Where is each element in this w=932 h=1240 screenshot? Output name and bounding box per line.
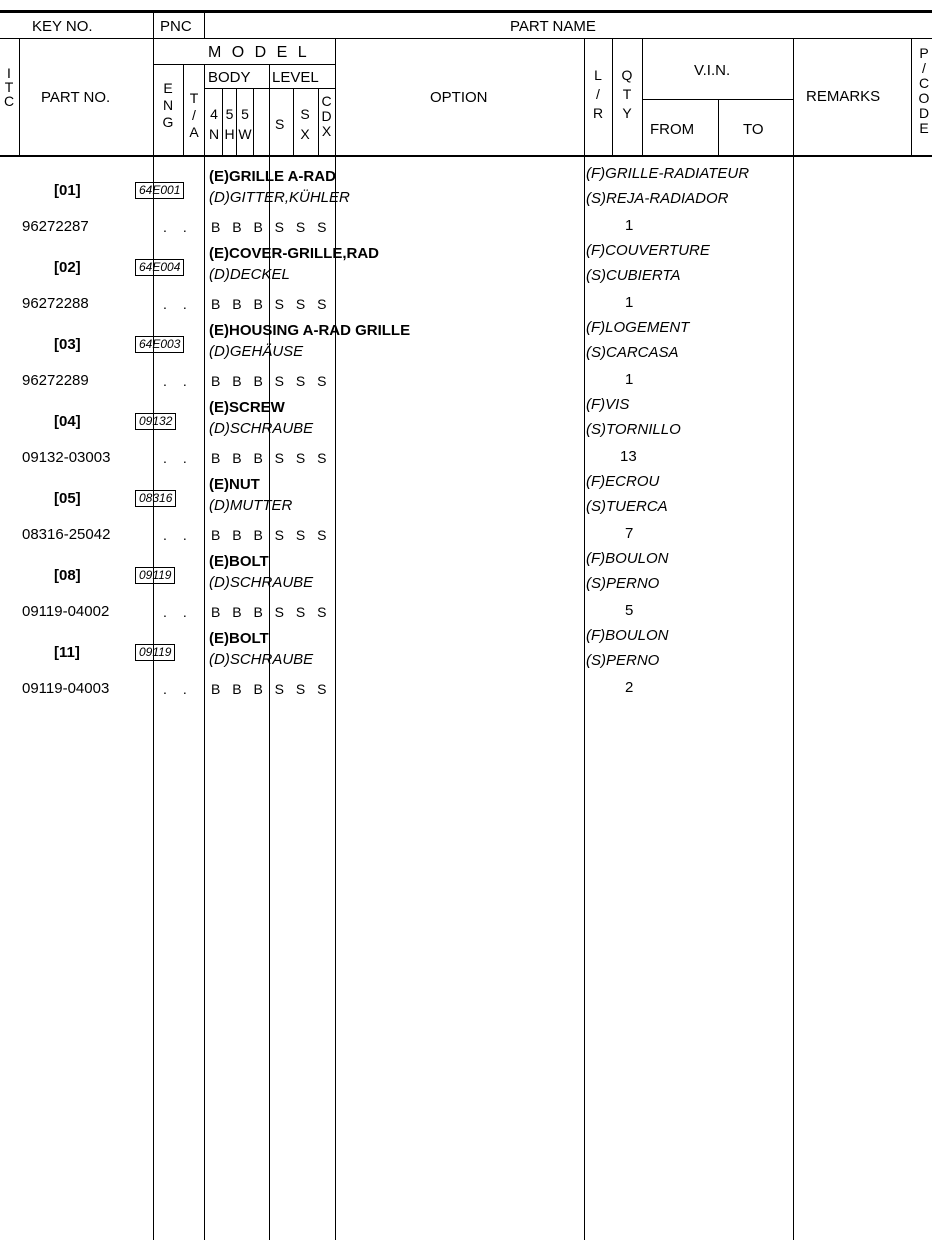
rule: [204, 64, 205, 1240]
part-number: 96272288: [22, 295, 89, 312]
header-qty: [619, 66, 635, 123]
header-char: W: [238, 126, 252, 142]
header-itc-char: C: [3, 93, 15, 109]
part-name-spanish: (S)CUBIERTA: [586, 267, 681, 284]
rule: [612, 38, 613, 156]
quantity: 5: [625, 602, 634, 619]
header-lr: [590, 66, 606, 123]
part-name-spanish: (S)CARCASA: [586, 344, 679, 361]
header-vin: V.I.N.: [694, 62, 731, 79]
key-number: [08]: [54, 567, 81, 584]
part-name-french: (F)ECROU: [586, 473, 660, 490]
part-name-german: (D)SCHRAUBE: [209, 574, 314, 591]
header-level-s: S: [275, 116, 285, 132]
part-name-spanish: (S)TUERCA: [586, 498, 668, 515]
rule: [153, 64, 336, 65]
header-key-no: KEY NO.: [32, 18, 93, 35]
quantity: 13: [620, 448, 637, 465]
model-codes: B B B S S S: [211, 373, 331, 389]
rule: [19, 38, 20, 156]
header-char: E: [919, 120, 929, 136]
header-char: H: [224, 126, 235, 142]
part-name-french: (F)LOGEMENT: [586, 319, 690, 336]
header-model: M O D E L: [208, 44, 310, 61]
header-char: N: [208, 126, 220, 142]
header-option: OPTION: [430, 89, 488, 106]
rule: [911, 38, 912, 156]
header-char: X: [300, 126, 310, 142]
header-char: S: [300, 106, 310, 122]
quantity: 2: [625, 679, 634, 696]
key-number: [02]: [54, 259, 81, 276]
header-itc-char: T: [4, 79, 14, 95]
rule: [253, 88, 254, 156]
pnc-code: 64E003: [135, 336, 184, 353]
header-itc-char: I: [7, 65, 11, 81]
part-name-german: (D)MUTTER: [209, 497, 293, 514]
part-number: 08316-25042: [22, 526, 111, 543]
part-name-english: (E)GRILLE A-RAD: [209, 168, 336, 185]
pnc-code: 09132: [135, 413, 176, 430]
header-eng-char: E: [163, 80, 173, 96]
pnc-code: 64E001: [135, 182, 184, 199]
header-char: Q: [621, 67, 633, 83]
header-vin-from: FROM: [650, 121, 695, 138]
part-name-german: (D)GITTER,KÜHLER: [209, 189, 350, 206]
header-level: LEVEL: [272, 69, 319, 86]
header-level-cdx: [319, 94, 334, 139]
pnc-code: 09119: [135, 567, 175, 584]
key-number: [11]: [54, 644, 80, 661]
part-number: 96272289: [22, 372, 89, 389]
header-char: D: [918, 105, 930, 121]
part-number: 96272287: [22, 218, 89, 235]
part-name-english: (E)SCREW: [209, 399, 285, 416]
header-eng-char: N: [162, 97, 174, 113]
eng-ta-dots: ..: [163, 450, 203, 466]
header-char: C: [321, 93, 332, 109]
header-vin-to: TO: [743, 121, 764, 138]
header-char: C: [918, 75, 930, 91]
model-codes: B B B S S S: [211, 450, 331, 466]
header-itc: [3, 66, 15, 108]
part-name-french: (F)BOULON: [586, 550, 669, 567]
eng-ta-dots: ..: [163, 219, 203, 235]
part-name-english: (E)HOUSING A-RAD GRILLE: [209, 322, 411, 339]
eng-ta-dots: ..: [163, 681, 203, 697]
header-char: L: [594, 67, 602, 83]
rule: [793, 38, 794, 1240]
part-name-english: (E)BOLT: [209, 630, 269, 647]
model-codes: B B B S S S: [211, 219, 331, 235]
header-level-sx: [296, 104, 314, 144]
header-char: R: [592, 105, 604, 121]
key-number: [03]: [54, 336, 81, 353]
rule: [293, 88, 294, 156]
part-name-french: (F)BOULON: [586, 627, 669, 644]
header-char: D: [321, 108, 332, 124]
rule: [584, 38, 585, 1240]
header-eng: [160, 80, 176, 131]
part-name-english: (E)BOLT: [209, 553, 269, 570]
part-name-german: (D)SCHRAUBE: [209, 420, 314, 437]
header-body-5h: [223, 104, 236, 144]
header-char: O: [918, 90, 930, 106]
header-char: 5: [225, 106, 234, 122]
part-name-english: (E)NUT: [209, 476, 260, 493]
header-char: /: [596, 86, 600, 102]
part-name-french: (F)VIS: [586, 396, 630, 413]
part-name-french: (F)GRILLE-RADIATEUR: [586, 165, 750, 182]
rule: [718, 99, 719, 156]
quantity: 7: [625, 525, 634, 542]
quantity: 1: [625, 294, 634, 311]
rule: [335, 38, 336, 1240]
rule: [642, 38, 643, 156]
quantity: 1: [625, 217, 634, 234]
header-char: T: [622, 86, 632, 102]
model-codes: B B B S S S: [211, 604, 331, 620]
header-char: 5: [241, 106, 249, 122]
header-pcode: [916, 46, 932, 136]
part-name-french: (F)COUVERTURE: [586, 242, 710, 259]
pnc-code: 08316: [135, 490, 176, 507]
part-number: 09119-04003: [22, 680, 110, 697]
model-codes: B B B S S S: [211, 681, 331, 697]
header-char: /: [922, 60, 926, 76]
part-name-spanish: (S)REJA-RADIADOR: [586, 190, 729, 207]
eng-ta-dots: ..: [163, 527, 203, 543]
header-ta-char: T: [189, 90, 199, 106]
part-name-spanish: (S)PERNO: [586, 575, 660, 592]
header-ta: [186, 90, 202, 141]
rule: [183, 64, 184, 156]
rule: [204, 12, 205, 38]
header-ta-char: A: [189, 124, 199, 140]
header-char: P: [919, 45, 929, 61]
header-pnc: PNC: [160, 18, 192, 35]
pnc-code: 09119: [135, 644, 175, 661]
part-name-spanish: (S)PERNO: [586, 652, 660, 669]
key-number: [01]: [54, 182, 81, 199]
header-part-no: PART NO.: [41, 89, 111, 106]
header-char: Y: [622, 105, 632, 121]
header-char: X: [321, 123, 332, 139]
header-char: 4: [210, 106, 218, 122]
part-name-german: (D)SCHRAUBE: [209, 651, 314, 668]
header-body: BODY: [208, 69, 251, 86]
eng-ta-dots: ..: [163, 604, 203, 620]
header-eng-char: G: [162, 114, 174, 130]
header-part-name: PART NAME: [510, 18, 596, 35]
quantity: 1: [625, 371, 634, 388]
model-codes: B B B S S S: [211, 527, 331, 543]
key-number: [05]: [54, 490, 81, 507]
header-body-4n: [207, 104, 221, 144]
part-name-german: (D)DECKEL: [209, 266, 290, 283]
header-ta-char: /: [192, 107, 196, 123]
key-number: [04]: [54, 413, 81, 430]
model-codes: B B B S S S: [211, 296, 331, 312]
part-number: 09119-04002: [22, 603, 110, 620]
part-name-english: (E)COVER-GRILLE,RAD: [209, 245, 379, 262]
eng-ta-dots: ..: [163, 296, 203, 312]
header-body-5w: [237, 104, 253, 144]
eng-ta-dots: ..: [163, 373, 203, 389]
top-rule: [0, 10, 932, 13]
rule: [204, 88, 336, 89]
part-name-german: (D)GEHÄUSE: [209, 343, 304, 360]
part-number: 09132-03003: [22, 449, 111, 466]
header-remarks: REMARKS: [806, 88, 881, 105]
pnc-code: 64E004: [135, 259, 184, 276]
part-name-spanish: (S)TORNILLO: [586, 421, 681, 438]
